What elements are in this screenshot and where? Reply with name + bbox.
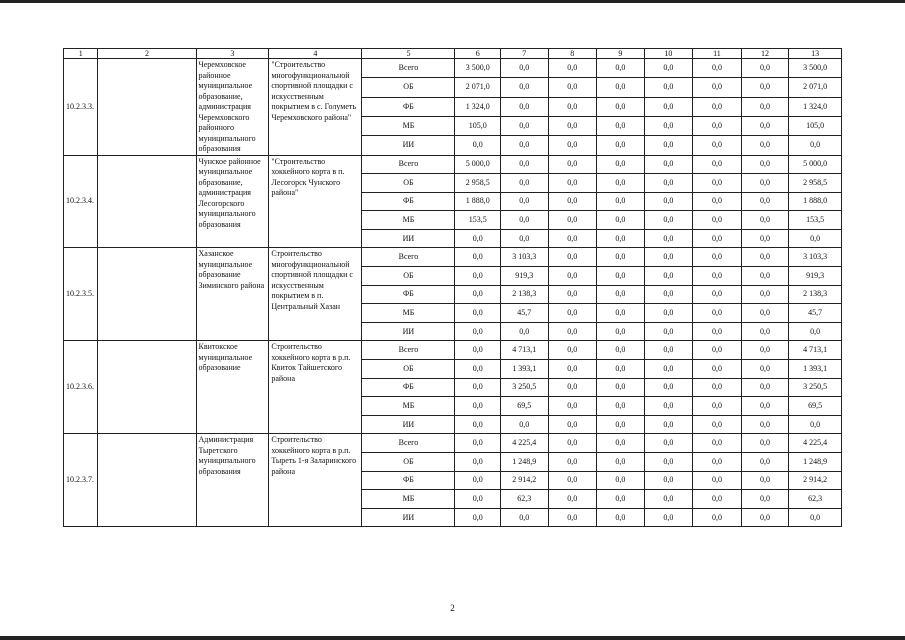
- value-cell: 0,0: [597, 192, 645, 211]
- value-cell: 0,0: [741, 434, 789, 453]
- value-cell: 0,0: [644, 508, 693, 527]
- value-cell: 0,0: [741, 322, 789, 341]
- value-cell: 0,0: [693, 267, 742, 286]
- value-cell: 0,0: [500, 116, 548, 135]
- value-cell: 0,0: [500, 211, 548, 230]
- project-cell: "Строительство многофункциональной спортивной площадки с искусственным покрытием в с. Голуметь Черемховского района": [269, 59, 362, 156]
- value-cell: 1 393,1: [789, 360, 842, 379]
- value-cell: 2 138,3: [789, 285, 842, 304]
- value-cell: 0,0: [455, 508, 501, 527]
- value-cell: 3 500,0: [789, 59, 842, 78]
- table-row: [64, 248, 842, 267]
- value-cell: 0,0: [741, 248, 789, 267]
- value-cell: 0,0: [548, 490, 597, 509]
- value-cell: 0,0: [741, 229, 789, 248]
- value-cell: 0,0: [644, 378, 693, 397]
- value-cell: 0,0: [548, 434, 597, 453]
- project-cell: "Строительство хоккейного корта в п. Лесогорск Чунского района": [269, 155, 362, 248]
- value-cell: 45,7: [789, 304, 842, 323]
- value-cell: 0,0: [741, 360, 789, 379]
- value-cell: 1 393,1: [500, 360, 548, 379]
- value-cell: 0,0: [455, 229, 501, 248]
- value-cell: 3 250,5: [500, 378, 548, 397]
- value-cell: 0,0: [500, 78, 548, 97]
- funding-source-cell: ОБ: [362, 78, 455, 97]
- value-cell: 0,0: [644, 397, 693, 416]
- value-cell: 0,0: [597, 116, 645, 135]
- value-cell: 62,3: [500, 490, 548, 509]
- value-cell: 5 000,0: [455, 155, 501, 174]
- value-cell: 1 248,9: [789, 453, 842, 472]
- value-cell: 0,0: [597, 78, 645, 97]
- value-cell: 0,0: [500, 174, 548, 193]
- column-2-cell: [98, 155, 196, 248]
- value-cell: 0,0: [548, 229, 597, 248]
- funding-source-cell: ИИ: [362, 415, 455, 434]
- value-cell: 1 888,0: [789, 192, 842, 211]
- value-cell: 0,0: [597, 229, 645, 248]
- executor-cell: Чунское районное муниципальное образование, администрация Лесогорского муниципального образования: [196, 155, 269, 248]
- value-cell: 0,0: [741, 341, 789, 360]
- value-cell: 0,0: [548, 97, 597, 116]
- value-cell: 0,0: [597, 415, 645, 434]
- header-row: [64, 49, 842, 59]
- value-cell: 62,3: [789, 490, 842, 509]
- value-cell: 0,0: [548, 397, 597, 416]
- value-cell: 0,0: [597, 136, 645, 155]
- funding-source-cell: МБ: [362, 397, 455, 416]
- value-cell: 0,0: [597, 211, 645, 230]
- value-cell: 0,0: [500, 415, 548, 434]
- value-cell: 1 324,0: [789, 97, 842, 116]
- header-cell: 8: [548, 49, 597, 59]
- scan-bottom-edge: [0, 636, 905, 640]
- value-cell: 0,0: [644, 155, 693, 174]
- value-cell: 0,0: [548, 415, 597, 434]
- value-cell: 0,0: [548, 341, 597, 360]
- value-cell: 45,7: [500, 304, 548, 323]
- value-cell: 2 071,0: [789, 78, 842, 97]
- value-cell: 0,0: [693, 397, 742, 416]
- funding-source-cell: ОБ: [362, 453, 455, 472]
- value-cell: 0,0: [693, 434, 742, 453]
- value-cell: 0,0: [597, 453, 645, 472]
- value-cell: 0,0: [597, 490, 645, 509]
- value-cell: 0,0: [644, 434, 693, 453]
- table-row: [64, 59, 842, 78]
- header-cell: 10: [644, 49, 693, 59]
- value-cell: 0,0: [455, 136, 501, 155]
- value-cell: 0,0: [741, 78, 789, 97]
- executor-cell: Хазанское муниципальное образование Зиминского района: [196, 248, 269, 341]
- value-cell: 0,0: [741, 174, 789, 193]
- funding-source-cell: ФБ: [362, 192, 455, 211]
- value-cell: 0,0: [693, 490, 742, 509]
- project-cell: Строительство хоккейного корта в р.п. Тыреть 1-я Заларинского района: [269, 434, 362, 527]
- value-cell: 0,0: [741, 378, 789, 397]
- executor-cell: Квитокское муниципальное образование: [196, 341, 269, 434]
- value-cell: 0,0: [644, 97, 693, 116]
- value-cell: 2 958,5: [789, 174, 842, 193]
- value-cell: 3 103,3: [789, 248, 842, 267]
- value-cell: 0,0: [548, 174, 597, 193]
- value-cell: 0,0: [644, 490, 693, 509]
- value-cell: 0,0: [693, 453, 742, 472]
- value-cell: 0,0: [741, 397, 789, 416]
- value-cell: 0,0: [741, 97, 789, 116]
- value-cell: 105,0: [789, 116, 842, 135]
- value-cell: 0,0: [693, 174, 742, 193]
- value-cell: 0,0: [741, 490, 789, 509]
- value-cell: 0,0: [597, 322, 645, 341]
- value-cell: 0,0: [548, 211, 597, 230]
- value-cell: 919,3: [789, 267, 842, 286]
- value-cell: 0,0: [693, 304, 742, 323]
- value-cell: 0,0: [741, 453, 789, 472]
- value-cell: 0,0: [741, 155, 789, 174]
- value-cell: 0,0: [741, 116, 789, 135]
- value-cell: 153,5: [455, 211, 501, 230]
- value-cell: 0,0: [455, 378, 501, 397]
- value-cell: 0,0: [597, 97, 645, 116]
- value-cell: 0,0: [741, 59, 789, 78]
- value-cell: 0,0: [548, 322, 597, 341]
- value-cell: 0,0: [644, 360, 693, 379]
- value-cell: 0,0: [644, 116, 693, 135]
- value-cell: 0,0: [500, 136, 548, 155]
- value-cell: 153,5: [789, 211, 842, 230]
- funding-source-cell: ОБ: [362, 267, 455, 286]
- value-cell: 0,0: [693, 97, 742, 116]
- value-cell: 0,0: [500, 59, 548, 78]
- header-cell: 9: [597, 49, 645, 59]
- value-cell: 3 250,5: [789, 378, 842, 397]
- value-cell: 0,0: [693, 471, 742, 490]
- value-cell: 0,0: [741, 471, 789, 490]
- value-cell: 0,0: [455, 285, 501, 304]
- page-number: 2: [450, 603, 455, 613]
- value-cell: 0,0: [789, 508, 842, 527]
- value-cell: 0,0: [548, 453, 597, 472]
- value-cell: 0,0: [789, 415, 842, 434]
- value-cell: 2 138,3: [500, 285, 548, 304]
- value-cell: 4 713,1: [500, 341, 548, 360]
- value-cell: 0,0: [455, 490, 501, 509]
- project-cell: Строительство хоккейного корта в р.п. Квиток Тайшетского района: [269, 341, 362, 434]
- funding-source-cell: Всего: [362, 248, 455, 267]
- value-cell: 0,0: [693, 378, 742, 397]
- value-cell: 0,0: [500, 229, 548, 248]
- value-cell: 2 914,2: [500, 471, 548, 490]
- funding-source-cell: ФБ: [362, 471, 455, 490]
- funding-source-cell: ИИ: [362, 136, 455, 155]
- value-cell: 0,0: [644, 248, 693, 267]
- table-row: [64, 341, 842, 360]
- header-cell: 7: [500, 49, 548, 59]
- value-cell: 0,0: [741, 304, 789, 323]
- header-cell: 6: [455, 49, 501, 59]
- value-cell: 5 000,0: [789, 155, 842, 174]
- value-cell: 0,0: [548, 116, 597, 135]
- value-cell: 0,0: [548, 192, 597, 211]
- funding-source-cell: МБ: [362, 304, 455, 323]
- scan-top-edge: [0, 0, 905, 3]
- value-cell: 0,0: [548, 78, 597, 97]
- funding-source-cell: ФБ: [362, 378, 455, 397]
- value-cell: 0,0: [693, 229, 742, 248]
- value-cell: 0,0: [693, 285, 742, 304]
- header-cell: 4: [269, 49, 362, 59]
- value-cell: 0,0: [548, 136, 597, 155]
- funding-source-cell: ОБ: [362, 360, 455, 379]
- value-cell: 0,0: [644, 285, 693, 304]
- value-cell: 4 713,1: [789, 341, 842, 360]
- value-cell: 0,0: [693, 78, 742, 97]
- funding-source-cell: МБ: [362, 211, 455, 230]
- value-cell: 0,0: [644, 304, 693, 323]
- header-cell: 1: [64, 49, 98, 59]
- value-cell: 0,0: [597, 59, 645, 78]
- value-cell: 0,0: [789, 136, 842, 155]
- value-cell: 0,0: [455, 322, 501, 341]
- value-cell: 0,0: [548, 155, 597, 174]
- value-cell: 0,0: [693, 508, 742, 527]
- value-cell: 0,0: [500, 97, 548, 116]
- value-cell: 0,0: [597, 397, 645, 416]
- value-cell: 0,0: [455, 397, 501, 416]
- funding-source-cell: МБ: [362, 116, 455, 135]
- funding-source-cell: Всего: [362, 155, 455, 174]
- value-cell: 0,0: [455, 434, 501, 453]
- header-cell: 5: [362, 49, 455, 59]
- value-cell: 1 888,0: [455, 192, 501, 211]
- value-cell: 0,0: [741, 508, 789, 527]
- value-cell: 0,0: [644, 211, 693, 230]
- item-code: 10.2.3.7.: [64, 434, 98, 527]
- value-cell: 0,0: [789, 229, 842, 248]
- value-cell: 0,0: [597, 304, 645, 323]
- table-row: [64, 155, 842, 174]
- value-cell: 0,0: [644, 415, 693, 434]
- funding-source-cell: ФБ: [362, 97, 455, 116]
- value-cell: 0,0: [597, 378, 645, 397]
- header-cell: 13: [789, 49, 842, 59]
- value-cell: 0,0: [455, 471, 501, 490]
- funding-source-cell: Всего: [362, 434, 455, 453]
- funding-source-cell: ИИ: [362, 508, 455, 527]
- value-cell: 0,0: [644, 78, 693, 97]
- value-cell: 0,0: [597, 471, 645, 490]
- column-2-cell: [98, 248, 196, 341]
- value-cell: 0,0: [693, 248, 742, 267]
- column-2-cell: [98, 434, 196, 527]
- item-code: 10.2.3.5.: [64, 248, 98, 341]
- value-cell: 0,0: [644, 229, 693, 248]
- value-cell: 1 248,9: [500, 453, 548, 472]
- value-cell: 0,0: [644, 192, 693, 211]
- value-cell: 0,0: [693, 360, 742, 379]
- value-cell: 2 958,5: [455, 174, 501, 193]
- value-cell: 0,0: [548, 267, 597, 286]
- value-cell: 2 914,2: [789, 471, 842, 490]
- value-cell: 0,0: [455, 341, 501, 360]
- value-cell: 0,0: [597, 341, 645, 360]
- value-cell: 69,5: [789, 397, 842, 416]
- header-cell: 2: [98, 49, 196, 59]
- value-cell: 0,0: [644, 136, 693, 155]
- value-cell: 0,0: [597, 508, 645, 527]
- value-cell: 0,0: [741, 192, 789, 211]
- table-row: [64, 434, 842, 453]
- value-cell: 0,0: [500, 155, 548, 174]
- item-code: 10.2.3.3.: [64, 59, 98, 156]
- value-cell: 0,0: [693, 155, 742, 174]
- value-cell: 0,0: [741, 415, 789, 434]
- value-cell: 0,0: [455, 360, 501, 379]
- value-cell: 0,0: [693, 415, 742, 434]
- value-cell: 0,0: [548, 508, 597, 527]
- value-cell: 3 103,3: [500, 248, 548, 267]
- value-cell: 1 324,0: [455, 97, 501, 116]
- header-cell: 3: [196, 49, 269, 59]
- funding-source-cell: ИИ: [362, 229, 455, 248]
- value-cell: 0,0: [597, 248, 645, 267]
- executor-cell: Администрация Тыретского муниципального образования: [196, 434, 269, 527]
- item-code: 10.2.3.6.: [64, 341, 98, 434]
- value-cell: 0,0: [693, 192, 742, 211]
- value-cell: 0,0: [597, 174, 645, 193]
- value-cell: 0,0: [597, 155, 645, 174]
- value-cell: 0,0: [597, 360, 645, 379]
- column-2-cell: [98, 341, 196, 434]
- value-cell: 0,0: [693, 211, 742, 230]
- value-cell: 4 225,4: [500, 434, 548, 453]
- header-cell: 12: [741, 49, 789, 59]
- value-cell: 0,0: [693, 341, 742, 360]
- value-cell: 0,0: [741, 267, 789, 286]
- value-cell: 0,0: [693, 322, 742, 341]
- value-cell: 0,0: [644, 471, 693, 490]
- item-code: 10.2.3.4.: [64, 155, 98, 248]
- value-cell: 0,0: [597, 267, 645, 286]
- value-cell: 0,0: [548, 304, 597, 323]
- header-cell: 11: [693, 49, 742, 59]
- budget-table: [63, 48, 842, 527]
- funding-source-cell: ИИ: [362, 322, 455, 341]
- value-cell: 3 500,0: [455, 59, 501, 78]
- project-cell: Строительство многофункциональной спортивной площадки с искусственным покрытием в п. Центральный Хазан: [269, 248, 362, 341]
- value-cell: 105,0: [455, 116, 501, 135]
- value-cell: 0,0: [741, 211, 789, 230]
- column-2-cell: [98, 59, 196, 156]
- value-cell: 0,0: [455, 248, 501, 267]
- value-cell: 0,0: [741, 285, 789, 304]
- value-cell: 2 071,0: [455, 78, 501, 97]
- value-cell: 0,0: [455, 267, 501, 286]
- value-cell: 0,0: [455, 415, 501, 434]
- value-cell: 0,0: [693, 116, 742, 135]
- value-cell: 4 225,4: [789, 434, 842, 453]
- value-cell: 0,0: [741, 136, 789, 155]
- funding-source-cell: МБ: [362, 490, 455, 509]
- value-cell: 0,0: [597, 434, 645, 453]
- value-cell: 69,5: [500, 397, 548, 416]
- value-cell: 0,0: [500, 508, 548, 527]
- value-cell: 0,0: [789, 322, 842, 341]
- funding-source-cell: Всего: [362, 59, 455, 78]
- value-cell: 0,0: [548, 378, 597, 397]
- value-cell: 0,0: [500, 322, 548, 341]
- value-cell: 0,0: [644, 341, 693, 360]
- table-body: [64, 49, 842, 527]
- value-cell: 0,0: [693, 136, 742, 155]
- value-cell: 0,0: [548, 59, 597, 78]
- executor-cell: Черемховское районное муниципальное образование, администрация Черемховского районного муниципального образования: [196, 59, 269, 156]
- value-cell: 0,0: [644, 453, 693, 472]
- funding-source-cell: ФБ: [362, 285, 455, 304]
- value-cell: 0,0: [644, 174, 693, 193]
- funding-source-cell: Всего: [362, 341, 455, 360]
- value-cell: 0,0: [548, 360, 597, 379]
- value-cell: 0,0: [548, 285, 597, 304]
- value-cell: 0,0: [644, 59, 693, 78]
- value-cell: 0,0: [548, 248, 597, 267]
- value-cell: 0,0: [693, 59, 742, 78]
- value-cell: 0,0: [644, 267, 693, 286]
- value-cell: 0,0: [500, 192, 548, 211]
- value-cell: 0,0: [597, 285, 645, 304]
- funding-source-cell: ОБ: [362, 174, 455, 193]
- value-cell: 0,0: [548, 471, 597, 490]
- value-cell: 0,0: [455, 453, 501, 472]
- value-cell: 0,0: [455, 304, 501, 323]
- value-cell: 0,0: [644, 322, 693, 341]
- value-cell: 919,3: [500, 267, 548, 286]
